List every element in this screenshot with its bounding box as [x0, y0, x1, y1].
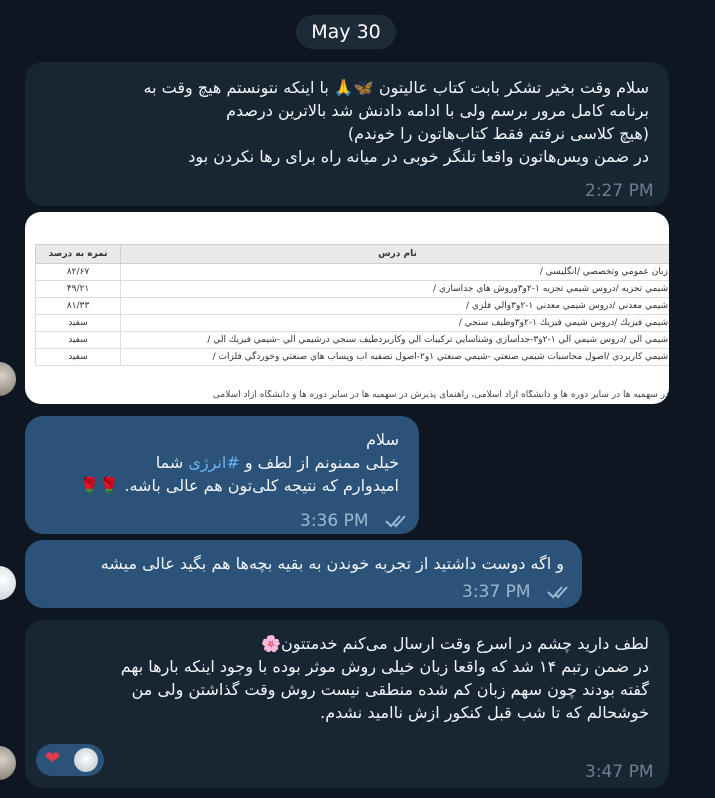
- message-line: سلام: [366, 430, 399, 449]
- reactor-avatar: [74, 748, 98, 772]
- grades-table: [35, 244, 669, 366]
- message-line: و اگه دوست داشتید از تجربه خوندن به بقیه بچه‌ها هم بگید عالی میشه: [100, 554, 564, 573]
- grade-cell: سفيد: [36, 332, 121, 349]
- message-line: امیدوارم که نتیجه کلی‌تون هم عالی باشه. 🌹🌹: [79, 476, 399, 495]
- table-row: [36, 332, 670, 349]
- subject-cell: شيمي معدني /دروس شيمي معدني ۱-۲و۳والي فلزي /: [121, 298, 670, 315]
- sender-avatar[interactable]: [0, 362, 16, 396]
- message-line: گفته بودند چون سهم زبان کم شده منطقی نیست روش وقت گذاشتن ولی من: [131, 680, 649, 699]
- hashtag-link[interactable]: #انرژی: [188, 453, 240, 472]
- image-footer-text: در سهمیه ها در سایر دوره ها و دانشگاه آزاد اسلامی، راهنمای پذیرش در سهمیه ها در سایر دوره ها و دانشگاه آزاد اسلامی: [212, 390, 669, 400]
- message-bubble-incoming[interactable]: [25, 620, 669, 788]
- message-line: خوشحالم که تا شب قبل کنکور ازش ناامید نشدم.: [320, 703, 649, 722]
- message-line: در ضمن ویس‌هاتون واقعا تلنگر خوبی در میانه راه برای رها نکردن بود: [188, 147, 649, 166]
- subject-cell: زبان عمومي وتخصصي /انگليسي /: [121, 264, 670, 281]
- grade-cell: سفيد: [36, 315, 121, 332]
- grade-cell: ۸۲/۶۷: [36, 264, 121, 281]
- heart-reaction-icon: ❤: [45, 748, 61, 769]
- subject-cell: شيمي كاربردي /اصول محاسبات شيمي صنعتي -شيمي صنعتي ۱و۲-اصول تصفيه اب وپساب هاي صنعتي وخوردگي فلزات /: [121, 349, 670, 366]
- message-bubble-outgoing[interactable]: [25, 540, 582, 608]
- message-bubble-outgoing[interactable]: [25, 416, 419, 534]
- message-time: 3:47 PM: [585, 762, 654, 782]
- table-row: [36, 264, 670, 281]
- message-text: شما: [155, 453, 189, 472]
- reaction-badge[interactable]: [36, 744, 104, 776]
- message-line: (هیچ کلاسی نرفتم فقط کتاب‌هاتون را خوندم): [347, 124, 649, 143]
- grade-cell: ۴۹/۲۱: [36, 281, 121, 298]
- message-time: 2:27 PM: [585, 181, 654, 201]
- double-check-icon: [547, 585, 573, 599]
- message-line: لطف دارید چشم در اسرع وقت ارسال می‌کنم خدمتتون🌸: [261, 634, 649, 653]
- message-line: در ضمن رتبم ۱۴ شد که واقعا زبان خیلی روش موثر بوده با وجود اینکه بارها بهم: [120, 657, 649, 676]
- date-separator: May 30: [296, 15, 396, 49]
- message-bubble-incoming[interactable]: [25, 62, 669, 206]
- table-row: [36, 281, 670, 298]
- subject-cell: شيمي فيزيك /دروس شيمي فيزيك ۱-۲و۳وطيف سنجي /: [121, 315, 670, 332]
- message-line: سلام وقت بخیر تشکر بابت کتاب عالیتون 🦋🙏 با اینکه نتونستم هیچ وقت به: [143, 78, 649, 97]
- sender-avatar[interactable]: [0, 566, 16, 600]
- message-line: [45, 451, 399, 474]
- message-time: 3:36 PM: [300, 511, 369, 531]
- message-line: برنامه کامل مرور برسم ولی با ادامه دادنش شد بالاترین درصدم: [226, 101, 649, 120]
- message-text: خیلی ممنونم از لطف و: [239, 453, 399, 472]
- table-row: [36, 298, 670, 315]
- photo-message[interactable]: [25, 212, 669, 404]
- grade-cell: سفيد: [36, 349, 121, 366]
- sender-avatar[interactable]: [0, 746, 16, 780]
- table-row: [36, 349, 670, 366]
- subject-cell: شيمي الي /دروس شيمي الي ۱-۲و۳-جداسازي وشناسايي تركيبات الي وكاربردطيف سنجي درشيمي الي -شيمي فيزيك الي /: [121, 332, 670, 349]
- table-row: [36, 315, 670, 332]
- double-check-icon: [385, 514, 411, 528]
- column-header-subject: نام درس: [121, 245, 670, 264]
- column-header-grade: نمره به درصد: [36, 245, 121, 264]
- grade-cell: ۸۱/۳۳: [36, 298, 121, 315]
- message-time: 3:37 PM: [462, 582, 531, 602]
- subject-cell: شيمي تجزيه /دروس شيمي تجزيه ۱-۲و۳وروش هاي جداسازي /: [121, 281, 670, 298]
